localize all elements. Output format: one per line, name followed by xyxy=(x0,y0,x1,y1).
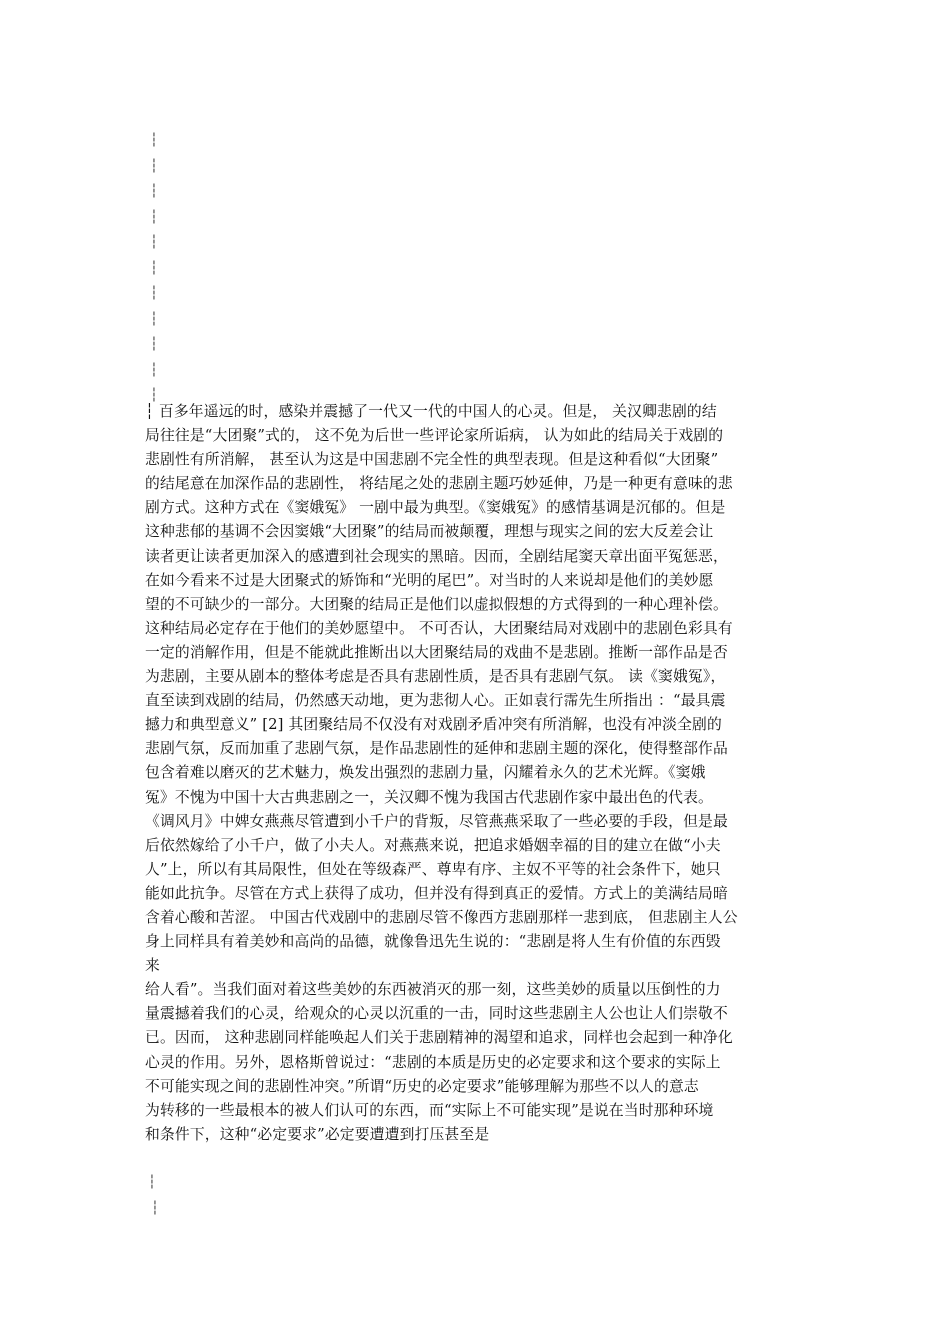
margin-mark: ┆ xyxy=(150,311,158,327)
text-line: 剧方式。这种方式在《窦娥冤》 一剧中最为典型。《窦娥冤》的感情基调是沉郁的。但是 xyxy=(145,499,726,517)
margin-mark: ┆ xyxy=(150,184,158,199)
text-line: 的结尾意在加深作品的悲剧性， 将结尾之处的悲剧主题巧妙延伸，乃是一种更有意味的悲 xyxy=(145,475,733,493)
text-line: 包含着难以磨灭的艺术魅力，焕发出强烈的悲剧力量，闪耀着永久的艺术光辉。《窦娥 xyxy=(145,764,706,782)
margin-mark: ┆ xyxy=(150,362,158,378)
text-line: 这种悲郁的基调不会因窦娥“大团聚”的结局而被颠覆，理想与现实之间的宏大反差会让 xyxy=(145,523,714,541)
margin-mark: ┆ xyxy=(150,158,158,174)
text-line: 撼力和典型意义” [2] 其团聚结局不仅没有对戏剧矛盾冲突有所消解，也没有冲淡全剧的 xyxy=(145,716,722,734)
text-line: 悲剧性有所消解， 甚至认为这是中国悲剧不完全性的典型表现。但是这种看似“大团聚” xyxy=(145,451,719,469)
margin-mark: ┆ xyxy=(150,260,158,276)
text-line: 读者更让读者更加深入的感遭到社会现实的黑暗。因而，全剧结尾窦天章出面平冤惩恶， xyxy=(145,547,728,565)
text-line: 给人看”。当我们面对着这些美妙的东西被消灭的那一刻，这些美妙的质量以压倒性的力 xyxy=(145,981,721,999)
margin-mark: ┆ xyxy=(150,133,158,148)
text-line: 能如此抗争。尽管在方式上获得了成功，但并没有得到真正的爱情。方式上的美满结局暗 xyxy=(145,884,728,902)
text-line: 局往往是“大团聚”式的， 这不免为后世一些评论家所诟病， 认为如此的结局关于戏剧的 xyxy=(145,427,724,445)
text-line: 悲剧气氛，反而加重了悲剧气氛，是作品悲剧性的延伸和悲剧主题的深化，使得整部作品 xyxy=(145,740,728,758)
text-line: 来 xyxy=(145,957,160,975)
text-line: 直至读到戏剧的结局，仍然感天动地，更为悲彻人心。正如袁行霈先生所指出 ：“最具震 xyxy=(145,692,726,710)
text-line: 身上同样具有着美妙和高尚的品德，就像鲁迅先生说的：“悲剧是将人生有价值的东西毁 xyxy=(145,933,721,951)
margin-marks-bottom xyxy=(148,1170,162,1221)
text-line: 人”上，所以有其局限性，但处在等级森严、尊卑有序、主奴不平等的社会条件下，她只 xyxy=(145,860,721,878)
text-line: ┆ 百多年遥远的时，感染并震撼了一代又一代的中国人的心灵。但是， 关汉卿悲剧的结 xyxy=(145,403,717,420)
margin-mark: ┆ xyxy=(150,286,158,301)
text-line: 这种结局必定存在于他们的美妙愿望中。 不可否认，大团聚结局对戏剧中的悲剧色彩具有 xyxy=(145,619,733,637)
text-line: 望的不可缺少的一部分。大团聚的结局正是他们以虚拟假想的方式得到的一种心理补偿。 xyxy=(145,595,728,613)
text-line: 为悲剧，主要从剧本的整体考虑是否具有悲剧性质，是否具有悲剧气氛。 读《窦娥冤》， xyxy=(145,668,726,686)
text-line: 已。因而， 这种悲剧同样能唤起人们关于悲剧精神的渴望和追求，同样也会起到一种净化 xyxy=(145,1029,733,1047)
text-line: 冤》不愧为中国十大古典悲剧之一，关汉卿不愧为我国古代悲剧作家中最出色的代表。 xyxy=(145,788,713,806)
margin-mark: ┆ xyxy=(148,1175,156,1190)
margin-mark: ┆ xyxy=(150,235,158,250)
document-body xyxy=(145,400,815,1147)
text-line: 为转移的一些最根本的被人们认可的东西，而“实际上不可能实现”是说在当时那种环境 xyxy=(145,1101,714,1119)
margin-mark: ┆ xyxy=(150,337,158,352)
margin-mark: ┆ xyxy=(150,388,158,403)
margin-mark: ┆ xyxy=(150,209,158,225)
text-line: 一定的消解作用，但是不能就此推断出以大团聚结局的戏曲不是悲剧。推断一部作品是否 xyxy=(145,643,728,661)
text-line: 量震撼着我们的心灵，给观众的心灵以沉重的一击，同时这些悲剧主人公也让人们崇敬不 xyxy=(145,1005,728,1023)
text-line: 含着心酸和苦涩。 中国古代戏剧中的悲剧尽管不像西方悲剧那样一悲到底， 但悲剧主人公 xyxy=(145,908,738,926)
text-line: 《调风月》中婢女燕燕尽管遭到小千户的背叛，尽管燕燕采取了一些必要的手段，但是最 xyxy=(145,812,728,830)
text-line: 后依然嫁给了小千户，做了小夫人。对燕燕来说，把追求婚姻幸福的目的建立在做“小夫 xyxy=(145,836,721,854)
text-line: 在如今看来不过是大团聚式的矫饰和“光明的尾巴”。对当时的人来说却是他们的美妙愿 xyxy=(145,571,714,589)
text-line: 和条件下，这种“必定要求”必定要遭遭到打压甚至是 xyxy=(145,1125,490,1143)
text-line: 心灵的作用。另外，恩格斯曾说过：“悲剧的本质是历史的必定要求和这个要求的实际上 xyxy=(145,1053,721,1071)
margin-marks-top xyxy=(150,128,162,409)
margin-mark: ┆ xyxy=(151,1200,159,1216)
text-line: 不可能实现之间的悲剧性冲突。”所谓“历史的必定要求”能够理解为那些不以人的意志 xyxy=(145,1077,699,1095)
